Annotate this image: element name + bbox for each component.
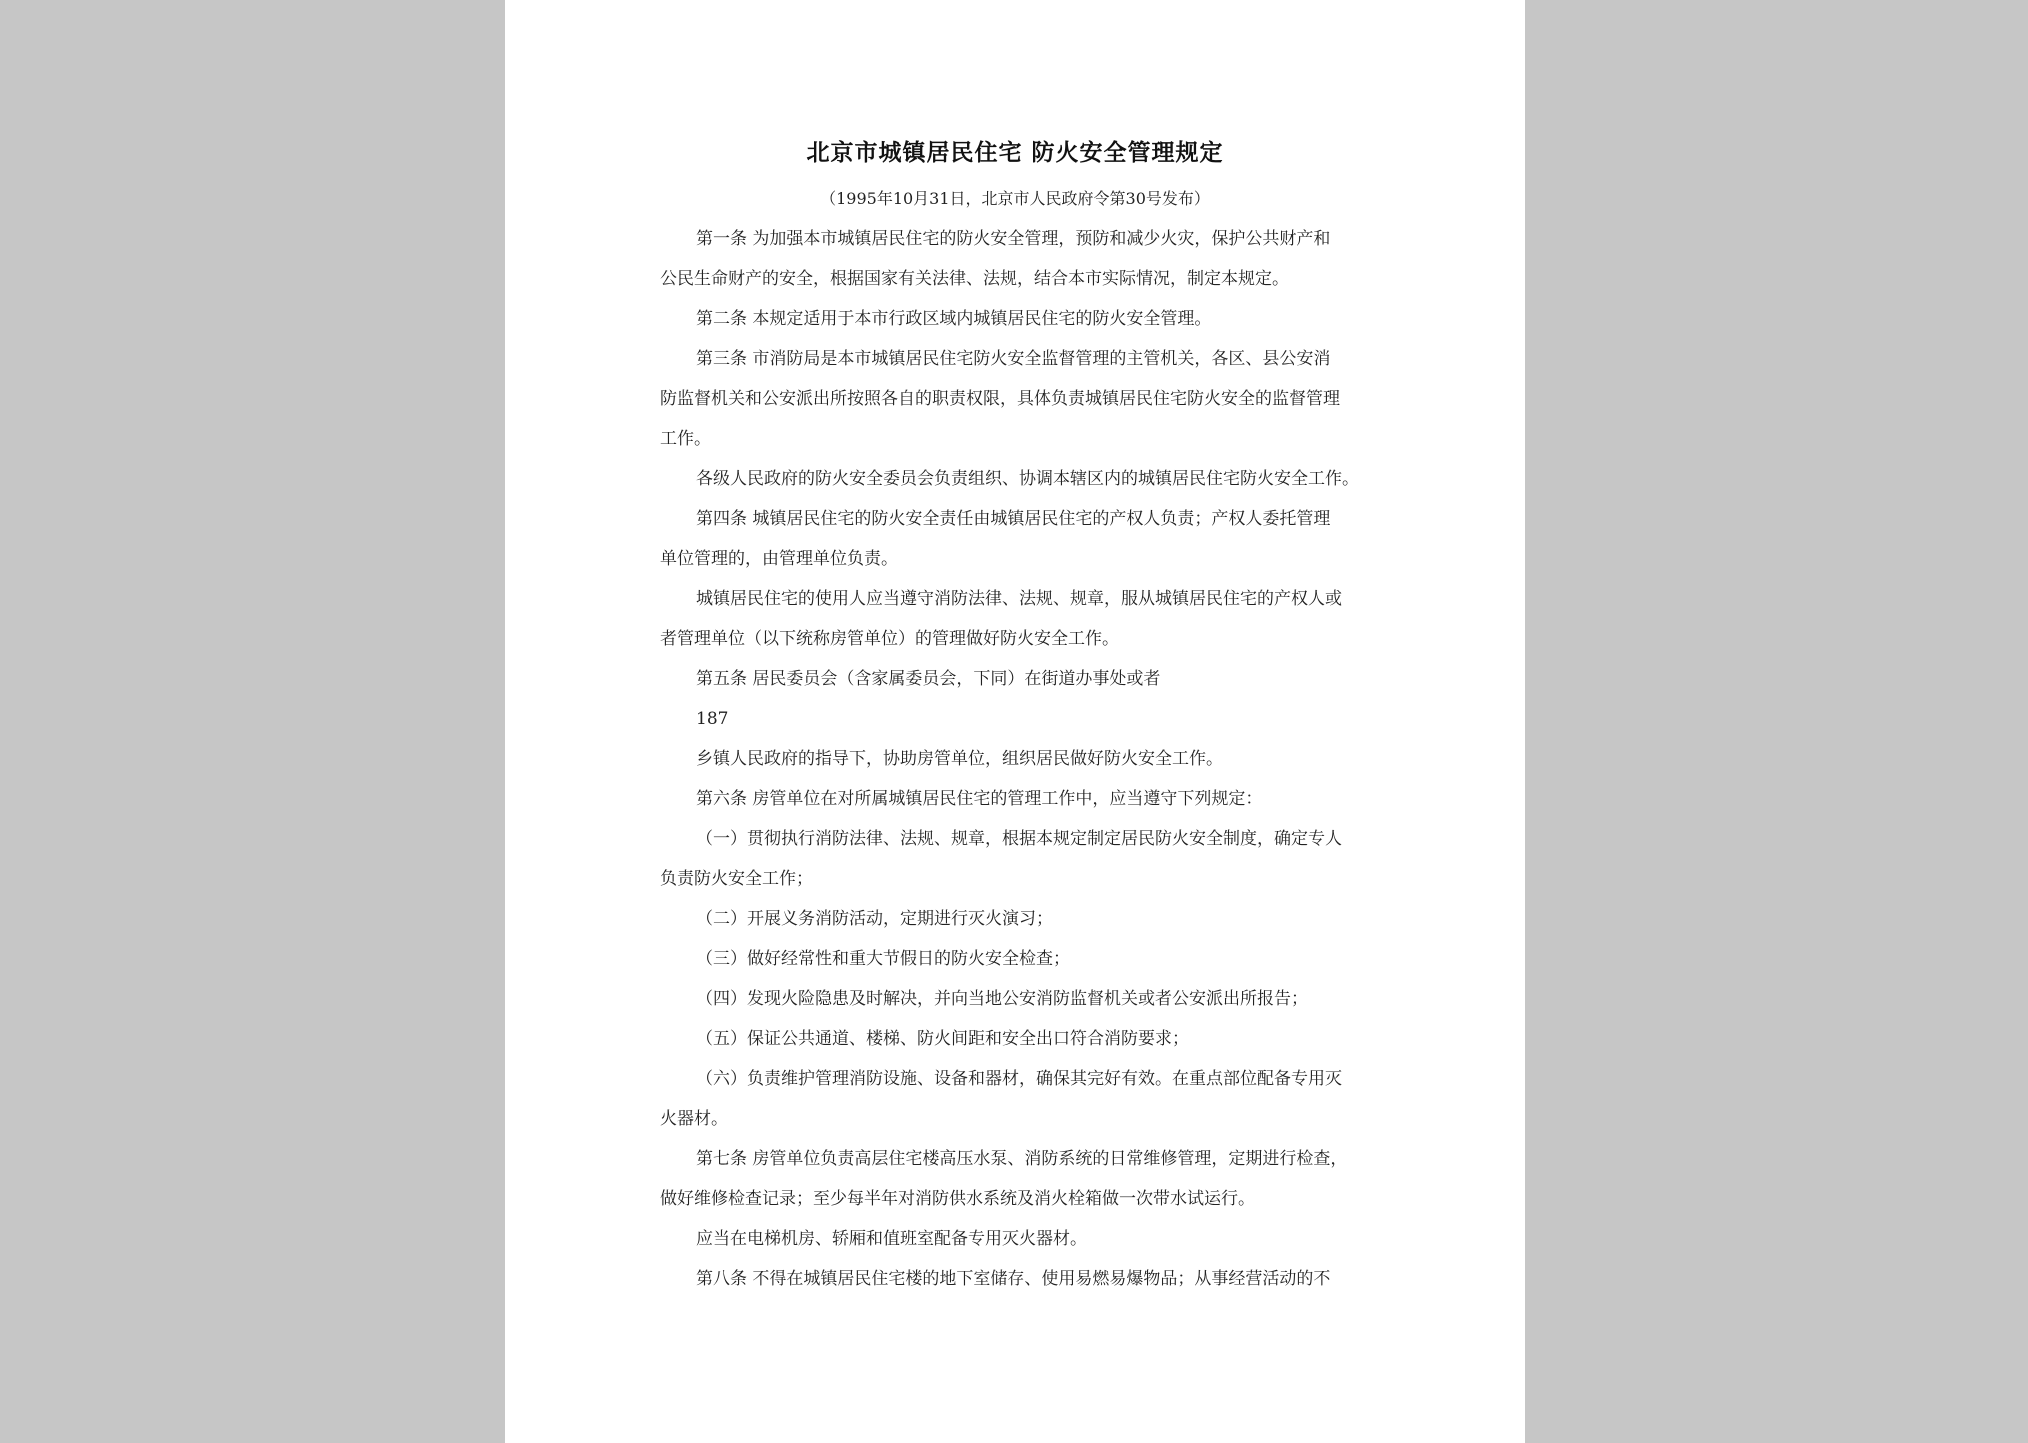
document-body (660, 226, 1390, 1306)
text-line: （二）开展义务消防活动，定期进行灭火演习； (696, 909, 1053, 929)
text-line: 第五条 居民委员会（含家属委员会，下同）在街道办事处或者 (696, 669, 1161, 689)
text-line: 防监督机关和公安派出所按照各自的职责权限，具体负责城镇居民住宅防火安全的监督管理 (660, 389, 1340, 409)
text-line: 应当在电梯机房、轿厢和值班室配备专用灭火器材。 (696, 1229, 1087, 1249)
text-line: （三）做好经常性和重大节假日的防火安全检查； (696, 949, 1070, 969)
text-line: 第三条 市消防局是本市城镇居民住宅防火安全监督管理的主管机关，各区、县公安消 (696, 349, 1331, 369)
text-line: 第二条 本规定适用于本市行政区域内城镇居民住宅的防火安全管理。 (696, 309, 1212, 329)
text-line: 者管理单位（以下统称房管单位）的管理做好防火安全工作。 (660, 629, 1119, 649)
text-line: 187 (696, 709, 729, 729)
text-line: （四）发现火险隐患及时解决，并向当地公安消防监督机关或者公安派出所报告； (696, 989, 1308, 1009)
text-line: 城镇居民住宅的使用人应当遵守消防法律、法规、规章，服从城镇居民住宅的产权人或 (696, 589, 1342, 609)
text-line: 工作。 (660, 429, 711, 449)
text-line: 第六条 房管单位在对所属城镇居民住宅的管理工作中，应当遵守下列规定： (696, 789, 1263, 809)
text-line: 第四条 城镇居民住宅的防火安全责任由城镇居民住宅的产权人负责；产权人委托管理 (696, 509, 1331, 529)
text-line: 第一条 为加强本市城镇居民住宅的防火安全管理，预防和减少火灾，保护公共财产和 (696, 229, 1331, 249)
text-line: 各级人民政府的防火安全委员会负责组织、协调本辖区内的城镇居民住宅防火安全工作。 (696, 469, 1359, 489)
text-line: 负责防火安全工作； (660, 869, 813, 889)
text-line: 第七条 房管单位负责高层住宅楼高压水泵、消防系统的日常维修管理，定期进行检查， (696, 1149, 1348, 1169)
text-line: 乡镇人民政府的指导下，协助房管单位，组织居民做好防火安全工作。 (696, 749, 1223, 769)
text-line: 做好维修检查记录；至少每半年对消防供水系统及消火栓箱做一次带水试运行。 (660, 1189, 1255, 1209)
text-line: 第八条 不得在城镇居民住宅楼的地下室储存、使用易燃易爆物品；从事经营活动的不 (696, 1269, 1331, 1289)
document-subtitle: （1995年10月31日，北京市人民政府令第30号发布） (820, 189, 1210, 208)
text-line: （五）保证公共通道、楼梯、防火间距和安全出口符合消防要求； (696, 1029, 1189, 1049)
text-line: 公民生命财产的安全，根据国家有关法律、法规，结合本市实际情况，制定本规定。 (660, 269, 1289, 289)
document-title: 北京市城镇居民住宅 防火安全管理规定 (806, 139, 1224, 166)
document-page (505, 0, 1525, 1443)
text-line: 单位管理的，由管理单位负责。 (660, 549, 898, 569)
text-line: （一）贯彻执行消防法律、法规、规章，根据本规定制定居民防火安全制度，确定专人 (696, 829, 1342, 849)
text-line: 火器材。 (660, 1109, 728, 1129)
text-line: （六）负责维护管理消防设施、设备和器材，确保其完好有效。在重点部位配备专用灭 (696, 1069, 1342, 1089)
